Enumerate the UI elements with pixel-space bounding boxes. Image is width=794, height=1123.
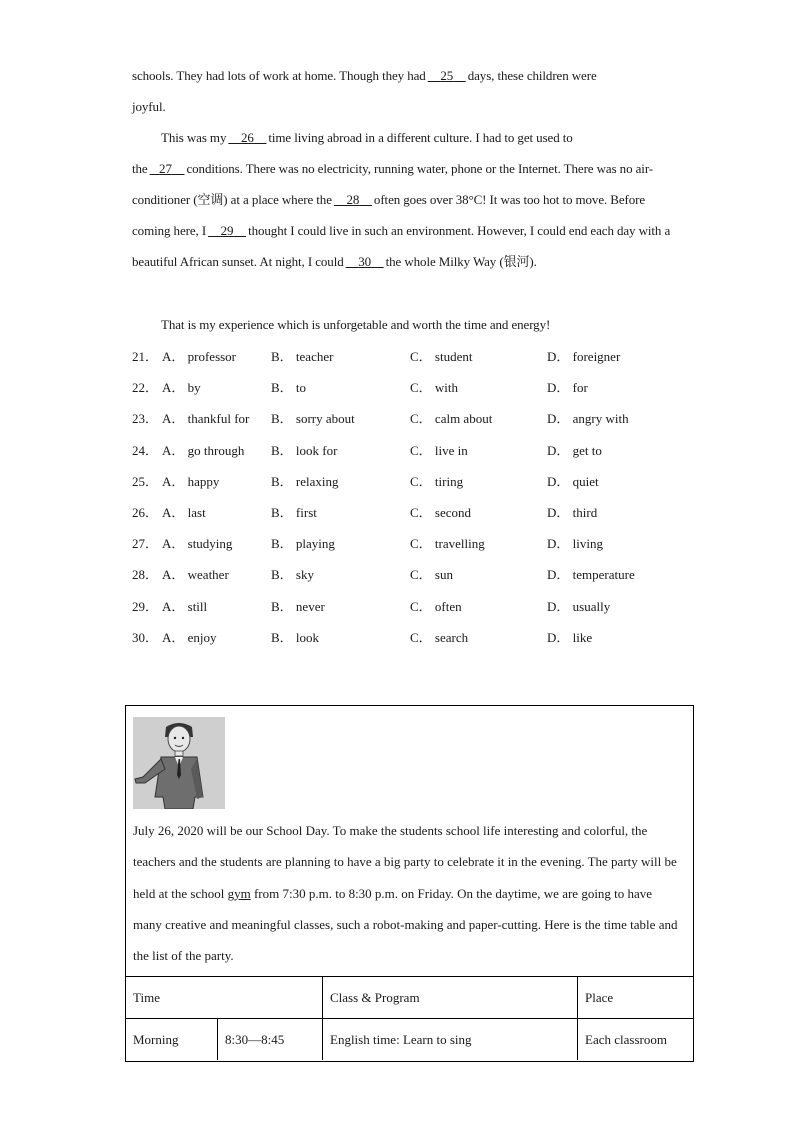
boy-figure-icon (133, 717, 225, 809)
text-segment: schools. They had lots of work at home. Though they had (132, 68, 426, 83)
option-row (132, 622, 692, 653)
option-b: B． first (271, 504, 317, 520)
option-c: C． tiring (410, 473, 464, 489)
option-row (132, 341, 692, 372)
blank-29: 29 (220, 223, 234, 238)
option-d: D． usually (547, 598, 611, 614)
option-a: A． enjoy (162, 629, 217, 645)
paragraph-3 (132, 309, 672, 340)
notice-text (133, 815, 683, 971)
question-number: 26． (132, 504, 159, 520)
option-c: C． live in (410, 442, 468, 458)
text-segment: from 7:30 p.m. to 8:30 p.m. on Friday. On the daytime, we are going to have many creative and meaningful classes, such a robot-making and paper-cutting. Here is the time table and the list of the party. (133, 885, 678, 964)
option-row (132, 559, 692, 590)
blank-26: 26 (240, 130, 254, 145)
option-a: A． still (162, 598, 208, 614)
text-segment: conditions. There was no electricity, running water, phone or the Internet. There was no air-conditioner (空调) at a place where the (132, 161, 654, 207)
option-b: B． sorry about (271, 411, 355, 427)
paragraph-1 (132, 60, 672, 122)
notice-box (125, 705, 694, 1062)
cell-program: English time: Learn to sing (323, 1019, 578, 1061)
text-segment: thought I could live in such an environment. However, I could end each day with a beautiful African sunset. At night, I could (132, 223, 671, 269)
option-c: C． with (410, 380, 459, 396)
option-row (132, 466, 692, 497)
option-b: B． never (271, 598, 325, 614)
option-a: A． happy (162, 473, 220, 489)
option-b: B． teacher (271, 349, 334, 364)
option-a: A． last (162, 504, 206, 520)
option-b: B． look (271, 629, 320, 645)
cell-time: 8:30—8:45 (218, 1019, 323, 1061)
question-number: 24． (132, 442, 159, 458)
option-d: D． foreigner (547, 349, 621, 364)
option-row (132, 591, 692, 622)
option-d: D． temperature (547, 567, 635, 583)
header-program: Class & Program (323, 977, 578, 1019)
option-a: A． professor (162, 349, 237, 364)
header-time: Time (126, 977, 323, 1019)
blank-30: 30 (358, 254, 372, 269)
option-a: A． go through (162, 442, 245, 458)
option-b: B． sky (271, 567, 314, 583)
blank-27: 27 (159, 161, 172, 176)
paragraph-2 (132, 122, 672, 277)
text-segment: That is my experience which is unforgetable and worth the time and energy! (161, 317, 551, 332)
option-c: C． second (410, 504, 472, 520)
header-place: Place (578, 977, 694, 1019)
question-number: 27． (132, 536, 159, 552)
option-c: C． student (410, 349, 473, 364)
option-b: B． relaxing (271, 473, 339, 489)
gym-underlined: gym (227, 885, 251, 901)
options-list (132, 341, 692, 653)
text-segment: days, these children were (467, 68, 597, 83)
option-row (132, 403, 692, 434)
option-d: D． for (547, 380, 588, 396)
question-number: 28． (132, 567, 159, 583)
text-segment: July 26, 2020 will be our School Day. To make the students school life interesting and colorful, the teachers and the students are planning to have a big party to celebrate it in the evening. The party will be held at the school (133, 823, 677, 901)
question-number: 21． (132, 349, 159, 364)
table-header-row (126, 977, 693, 1019)
blank-25: 25 (440, 68, 454, 83)
option-b: B． playing (271, 536, 335, 552)
question-number: 30． (132, 629, 159, 645)
question-number: 29． (132, 598, 159, 614)
option-d: D． angry with (547, 411, 629, 427)
option-c: C． often (410, 598, 462, 614)
question-number: 22． (132, 380, 159, 396)
option-a: A． thankful for (162, 411, 250, 427)
cell-period: Morning (126, 1019, 218, 1061)
option-row (132, 435, 692, 466)
boy-illustration (133, 717, 225, 809)
question-number: 25． (132, 473, 159, 489)
table-row (126, 1019, 693, 1061)
option-row (132, 497, 692, 528)
text-segment: This was my (161, 130, 227, 145)
option-c: C． calm about (410, 411, 493, 427)
option-row (132, 528, 692, 559)
option-d: D． living (547, 536, 603, 552)
option-a: A． by (162, 380, 201, 396)
option-d: D． third (547, 504, 598, 520)
timetable (126, 976, 693, 1060)
option-b: B． look for (271, 442, 338, 458)
option-a: A． studying (162, 536, 233, 552)
text-segment: the whole Milky Way (银河). (385, 254, 537, 269)
option-a: A． weather (162, 567, 229, 583)
option-b: B． to (271, 380, 307, 396)
text-segment: often goes over 38°C! It was too hot to move. Before coming here, I (132, 192, 646, 238)
option-c: C． search (410, 629, 469, 645)
cell-place: Each classroom (578, 1019, 694, 1061)
option-d: D． quiet (547, 473, 599, 489)
option-c: C． sun (410, 567, 453, 583)
option-c: C． travelling (410, 536, 485, 552)
option-d: D． like (547, 629, 593, 645)
option-d: D． get to (547, 442, 602, 458)
option-row (132, 372, 692, 403)
question-number: 23． (132, 411, 159, 427)
blank-28: 28 (346, 192, 360, 207)
text-segment: time living abroad in a different culture. I had to get used to the (132, 130, 573, 176)
text-segment: joyful. (132, 99, 166, 114)
